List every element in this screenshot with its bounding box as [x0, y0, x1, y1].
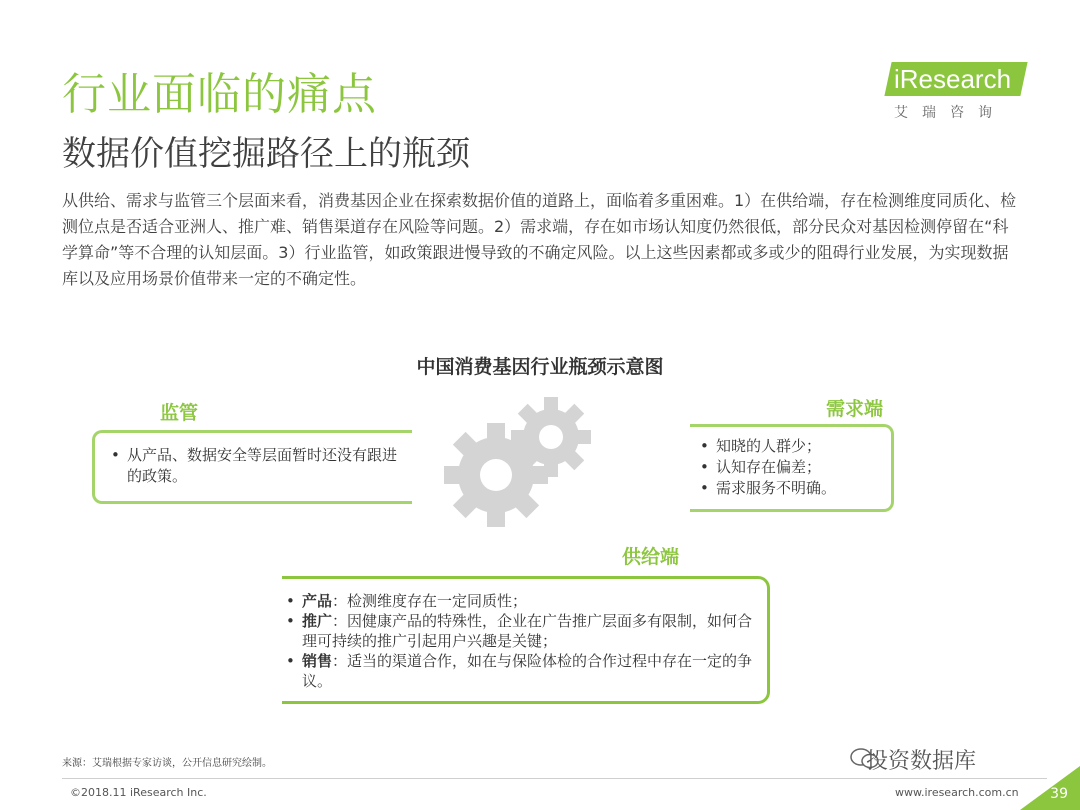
supply-item [282, 591, 757, 611]
supply-item-text: ：因健康产品的特殊性，企业在广告推广层面多有限制，如何合理可持续的推广引起用户兴趣是关键； [302, 612, 753, 650]
website-link[interactable]: www.iresearch.com.cn [895, 786, 1019, 799]
page-number: 39 [1050, 786, 1068, 802]
supply-item [282, 651, 757, 691]
supply-item-key: 销售 [302, 652, 333, 670]
demand-label: 需求端 [826, 398, 884, 420]
footer-divider [62, 778, 1047, 779]
iresearch-logo [888, 58, 1028, 128]
supply-item-text: ：检测维度存在一定同质性； [332, 592, 528, 610]
logo-subtext: 艾瑞咨询 [894, 105, 1006, 121]
demand-item: • 需求服务不明确。 [696, 478, 883, 499]
supply-item-key: 推广 [302, 612, 333, 630]
supply-box [282, 576, 770, 704]
copyright: ©2018.11 iResearch Inc. [70, 786, 207, 799]
regulation-box [92, 430, 412, 504]
watermark-text: 投资数据库 [866, 749, 977, 774]
demand-box [690, 424, 894, 512]
demand-item: • 知晓的人群少； [696, 436, 883, 457]
demand-item: • 认知存在偏差； [696, 457, 883, 478]
supply-item [282, 611, 757, 651]
page-title: 行业面临的痛点 [62, 69, 377, 120]
regulation-label: 监管 [160, 402, 199, 424]
gears-icon [436, 395, 606, 535]
supply-item-key: 产品 [302, 592, 333, 610]
logo-text: iResearch [894, 64, 1012, 94]
supply-label: 供给端 [622, 546, 680, 568]
supply-item-text: ：适当的渠道合作，如在与保险体检的合作过程中存在一定的争议。 [302, 652, 753, 690]
intro-paragraph: 从供给、需求与监管三个层面来看，消费基因企业在探索数据价值的道路上，面临着多重困难。1）在供给端，存在检测维度同质化、检测位点是否适合亚洲人、推广难、销售渠道存在风险等问题。2）需求端，存在如市场认知度仍然很低，部分民众对基因检测停留在“科学算命”等不合理的认知层面。3）行业监管，如政策跟进慢导致的不确定风险。以上这些因素都或多或少的阻碍行业发展，为实现数据库以及应用场景价值带来一定的不确定性。 [62, 191, 1017, 288]
diagram-title: 中国消费基因行业瓶颈示意图 [416, 356, 664, 378]
source-note: 来源：艾瑞根据专家访谈，公开信息研究绘制。 [62, 758, 272, 769]
page-subtitle: 数据价值挖掘路径上的瓶颈 [62, 134, 470, 174]
regulation-item: • 从产品、数据安全等层面暂时还没有跟进的政策。 [107, 445, 402, 487]
